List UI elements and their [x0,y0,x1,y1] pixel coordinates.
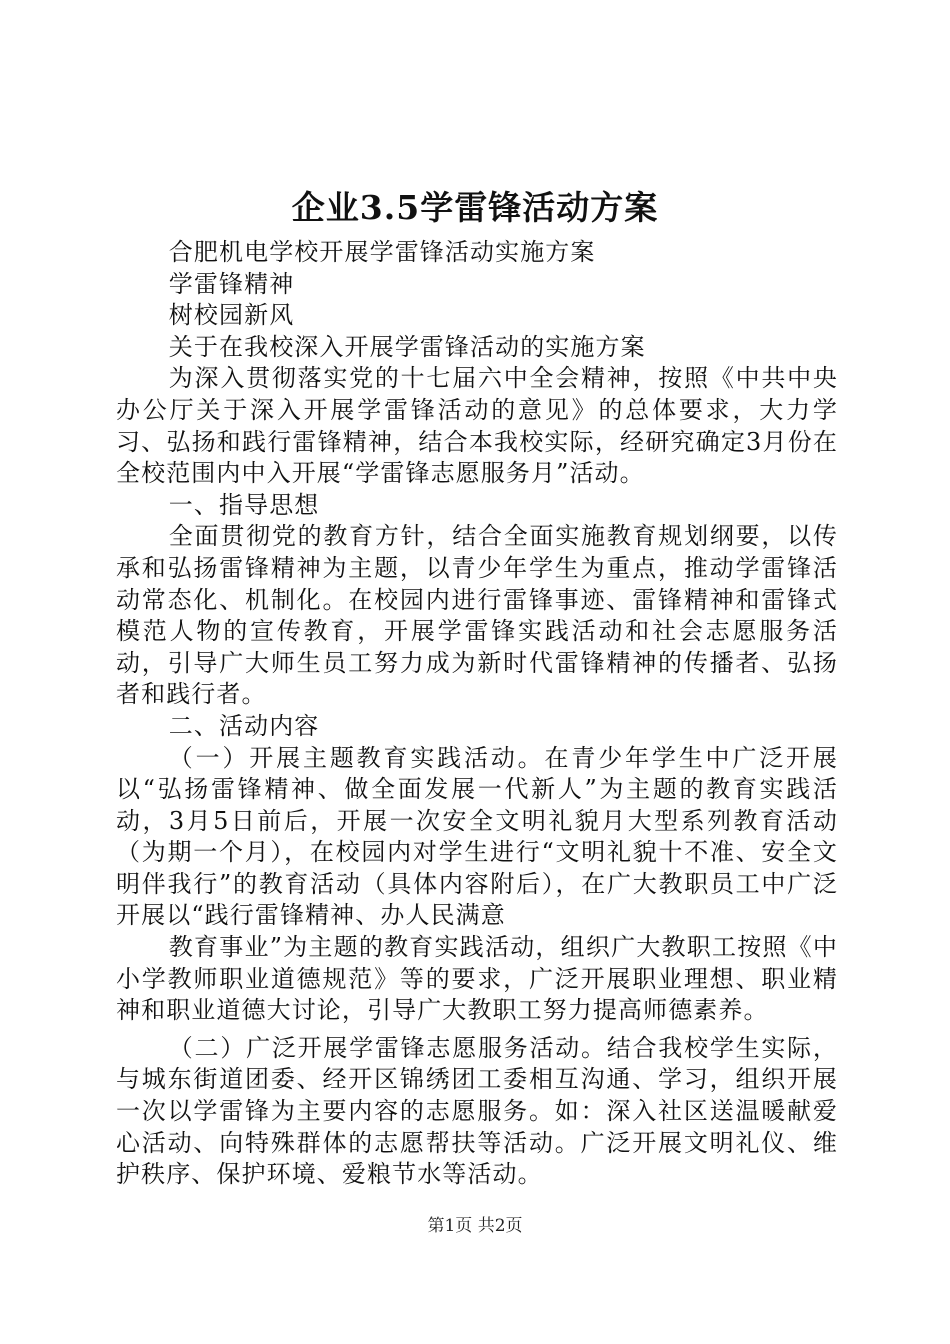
paragraph-intro: 为深入贯彻落实党的十七届六中全会精神，按照《中共中央办公厅关于深入开展学雷锋活动的意见》的总体要求，大力学习、弘扬和践行雷锋精神，结合本我校实际，经研究确定3月份在全校范围内中入开展“学雷锋志愿服务月”活动。 [116,364,838,488]
paragraph-activity-one: （一）开展主题教育实践活动。在青少年学生中广泛开展以“弘扬雷锋精神、做全面发展一代新人”为主题的教育实践活动，3月5日前后，开展一次安全文明礼貌月大型系列教育活动（为期一个月），在校园内对学生进行“文明礼貌十不准、安全文明伴我行”的教育活动（具体内容附后），在广大教职员工中广泛开展以“践行雷锋精神、办人民满意 [116,743,838,930]
paragraph-guiding-thought: 全面贯彻党的教育方针，结合全面实施教育规划纲要，以传承和弘扬雷锋精神为主题，以青少年学生为重点，推动学雷锋活动常态化、机制化。在校园内进行雷锋事迹、雷锋精神和雷锋式模范人物的宣传教育，开展学雷锋实践活动和社会志愿服务活动，引导广大师生员工努力成为新时代雷锋精神的传播者、弘扬者和践行者。 [116,522,838,709]
paragraph-activity-one-cont: 教育事业”为主题的教育实践活动，组织广大教职工按照《中小学教师职业道德规范》等的要求，广泛开展职业理想、职业精神和职业道德大讨论，引导广大教职工努力提高师德素养。 [116,933,838,1025]
paragraph-plan-title: 关于在我校深入开展学雷锋活动的实施方案 [168,332,646,361]
section-heading-activity-content: 二、活动内容 [168,711,320,740]
paragraph-subtitle: 合肥机电学校开展学雷锋活动实施方案 [168,238,596,266]
paragraph-activity-two: （二）广泛开展学雷锋志愿服务活动。结合我校学生实际，与城东街道团委、经开区锦绣团工委相互沟通、学习，组织开展一次以学雷锋为主要内容的志愿服务。如：深入社区送温暖献爱心活动、向特殊群体的志愿帮扶等活动。广泛开展文明礼仪、维护秩序、保护环境、爱粮节水等活动。 [116,1033,838,1189]
paragraph-slogan-2: 树校园新风 [168,301,295,330]
paragraph-slogan-1: 学雷锋精神 [168,269,295,298]
document-body [116,237,838,1191]
section-heading-guiding-thought: 一、指导思想 [168,490,320,519]
page-footer: 第1页 共2页 [427,1216,523,1236]
document-title: 企业3.5学雷锋活动方案 [291,188,659,227]
